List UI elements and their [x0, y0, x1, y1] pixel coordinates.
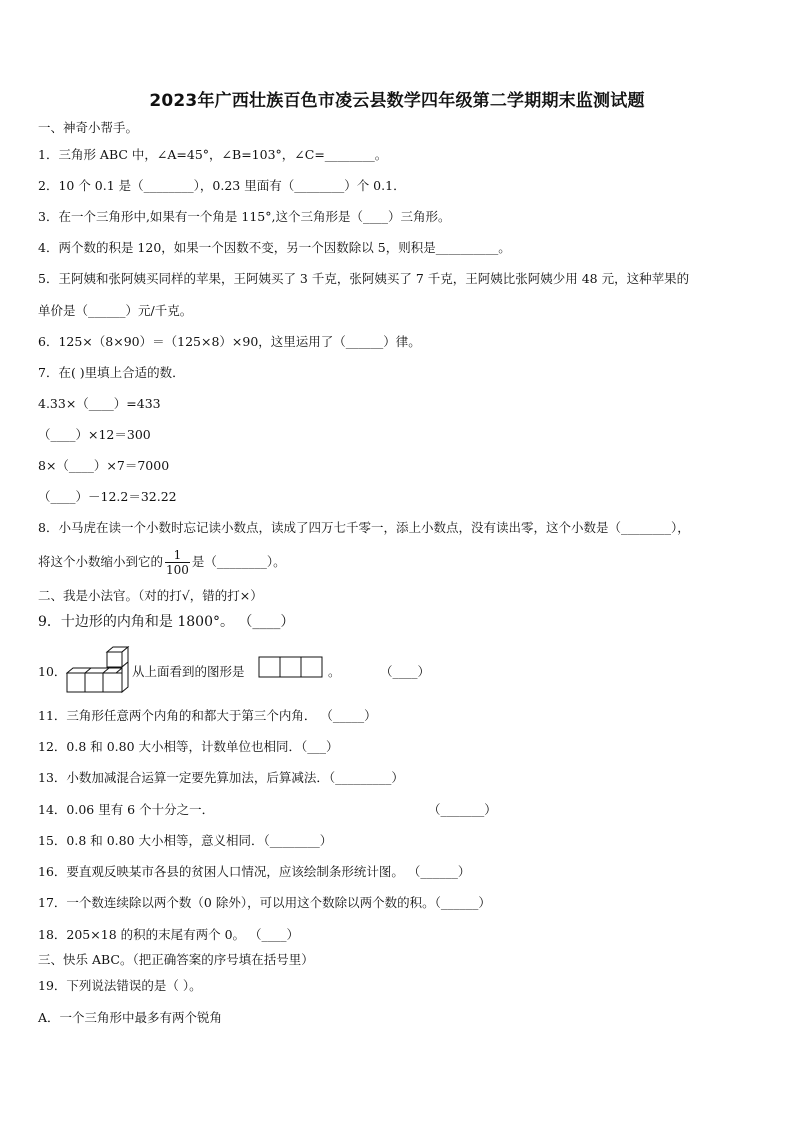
question-9: 9．十边形的内角和是 1800°。 （____） — [38, 614, 295, 630]
question-13: 13．小数加减混合运算一定要先算加法，后算减法．（_________） — [38, 770, 404, 785]
question-12: 12．0.8 和 0.80 大小相等，计数单位也相同．（___） — [38, 739, 339, 754]
question-8-line-1: 8．小马虎在读一个小数时忘记读小数点，读成了四万七千零一，添上小数点，没有读出零，这个小数是（________）， — [38, 520, 690, 535]
question-1: 1．三角形 ABC 中，∠A=45°，∠B=103°，∠C=________。 — [38, 147, 388, 162]
question-7: 7．在( )里填上合适的数． — [38, 365, 185, 380]
question-10-text: 从上面看到的图形是 — [132, 664, 245, 679]
question-14: 14．0.06 里有 6 个十分之一． — [38, 802, 215, 817]
page-title: 2023年广西壮族百色市凌云县数学四年级第二学期期末监测试题 — [149, 91, 645, 111]
question-6: 6．125×（8×90）＝（125×8）×90，这里运用了（______）律。 — [38, 334, 421, 349]
question-4: 4．两个数的积是 120，如果一个因数不变，另一个因数除以 5，则积是__________。 — [38, 240, 511, 255]
question-17: 17．一个数连续除以两个数（0 除外），可以用这个数除以两个数的积。（______） — [38, 895, 491, 910]
question-5-line-1: 5．王阿姨和张阿姨买同样的苹果，王阿姨买了 3 千克，张阿姨买了 7 千克，王阿姨比张阿姨少用 48 元，这种苹果的 — [38, 271, 690, 286]
question-7d: （____）－12.2＝32.22 — [38, 489, 177, 504]
question-10-number: 10． — [38, 664, 67, 679]
question-10-period: 。 — [328, 664, 341, 679]
question-2: 2．10 个 0.1 是（________），0.23 里面有（________）个 0.1． — [38, 178, 406, 193]
question-11: 11．三角形任意两个内角的和都大于第三个内角． （_____） — [38, 708, 377, 723]
question-8-line-2 — [38, 548, 286, 577]
question-5-line-2: 单价是（______）元/千克。 — [38, 303, 193, 318]
question-8-pre: 将这个小数缩小到它的 — [38, 554, 164, 569]
question-19: 19．下列说法错误的是（ ）。 — [38, 978, 202, 993]
question-3: 3．在一个三角形中,如果有一个角是 115°,这个三角形是（____）三角形。 — [38, 209, 451, 224]
question-15: 15．0.8 和 0.80 大小相等，意义相同．（________） — [38, 833, 333, 848]
question-19-option-a: A．一个三角形中最多有两个锐角 — [38, 1010, 223, 1025]
question-8-post: 是（________）。 — [191, 554, 286, 569]
section-3-heading: 三、快乐 ABC。（把正确答案的序号填在括号里） — [38, 952, 314, 967]
cube-stack-figure — [66, 646, 130, 694]
fraction — [165, 548, 190, 577]
top-view-figure — [258, 656, 324, 678]
question-7c: 8×（____）×7＝7000 — [38, 458, 170, 473]
section-2-heading: 二、我是小法官。（对的打√，错的打×） — [38, 588, 263, 603]
section-1-heading: 一、神奇小帮手。 — [38, 120, 139, 135]
question-10-answer: （____） — [380, 664, 431, 679]
question-14-answer: （_______） — [428, 802, 497, 817]
question-16: 16．要直观反映某市各县的贫困人口情况，应该绘制条形统计图。 （______） — [38, 864, 471, 879]
fraction-numerator: 1 — [165, 548, 190, 563]
question-7a: 4.33×（____）=433 — [38, 396, 161, 411]
fraction-denominator: 100 — [166, 563, 189, 577]
question-7b: （____）×12＝300 — [38, 427, 151, 442]
question-18: 18．205×18 的积的末尾有两个 0。 （____） — [38, 927, 300, 942]
